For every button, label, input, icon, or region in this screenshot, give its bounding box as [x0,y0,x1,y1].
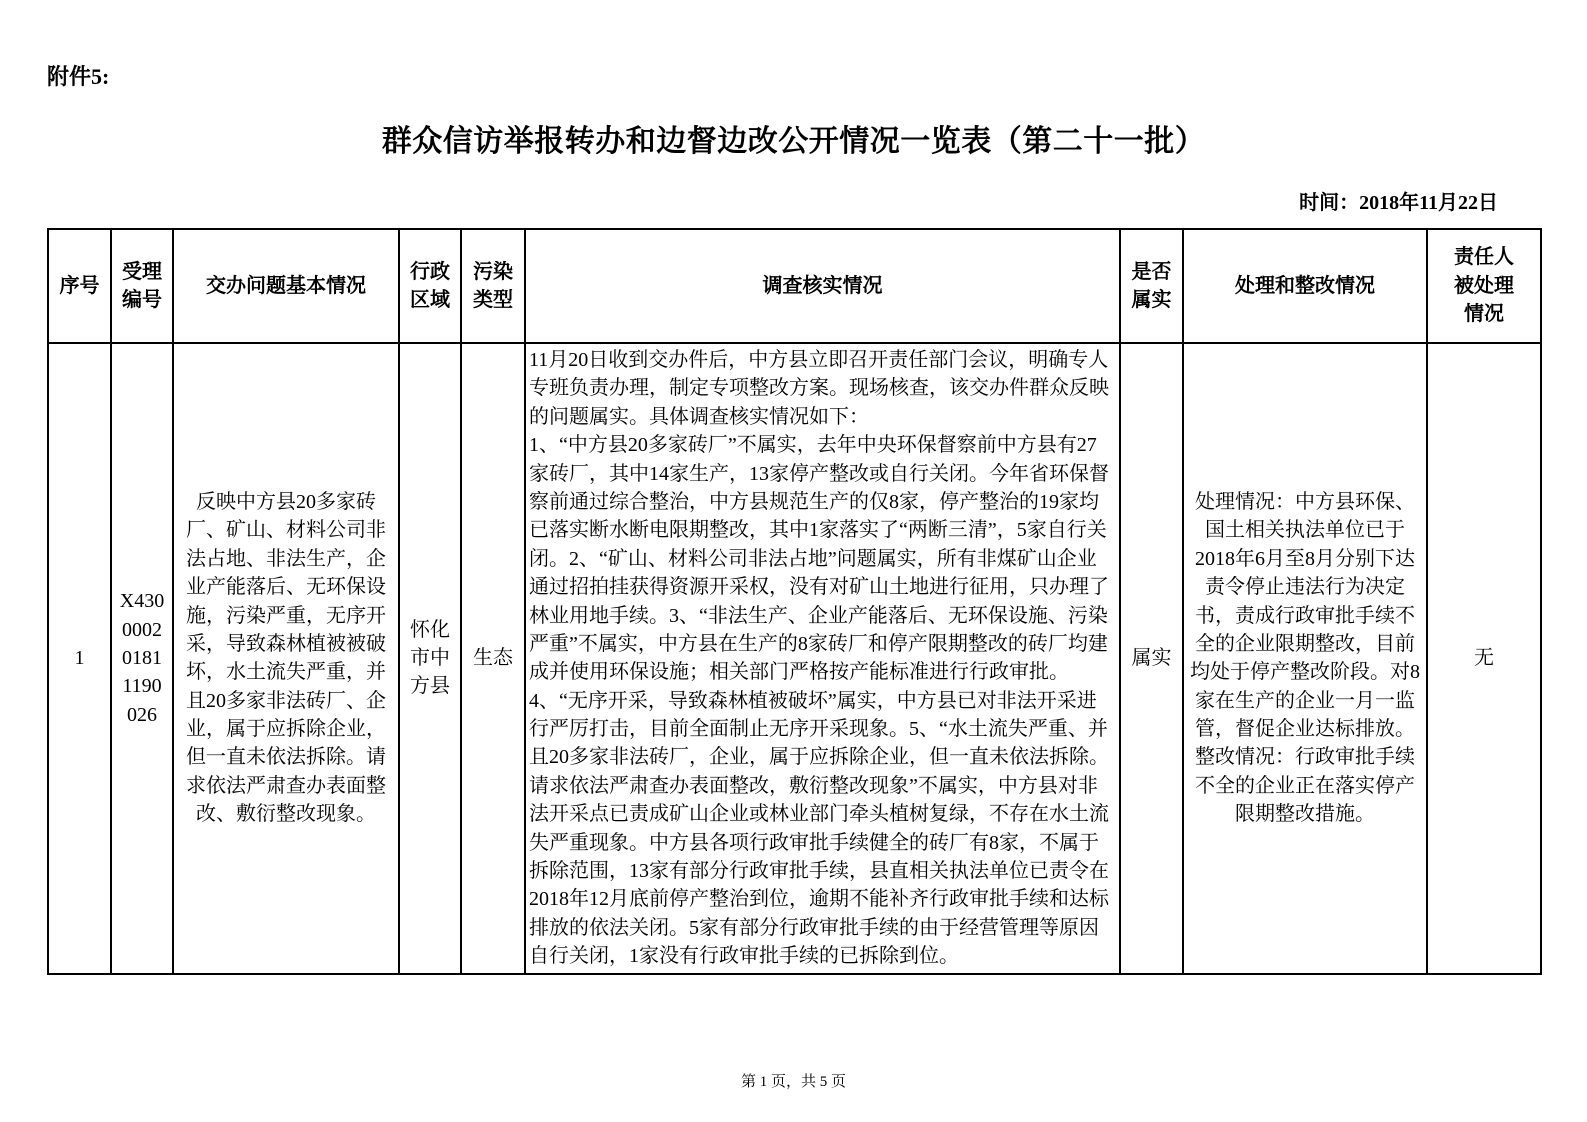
header-pollution-type: 污染 类型 [461,229,525,343]
cell-region: 怀化 市中 方县 [399,343,461,974]
cell-problem: 反映中方县20多家砖厂、矿山、材料公司非法占地、非法生产，企业产能落后、无环保设施，污染严重，无序开采，导致森林植被被破坏，水土流失严重，并且20多家非法砖厂、企业，属于应拆除企业，但一直未依法拆除。请求依法严肃查办表面整改、敷衍整改现象。 [173,343,399,974]
header-investigation: 调查核实情况 [525,229,1120,343]
header-accountability: 责任人 被处理 情况 [1427,229,1541,343]
table-row [48,343,1541,974]
cell-serial: 1 [48,343,111,974]
cell-case-number: X430 0002 0181 1190 026 [111,343,173,974]
page-footer: 第 1 页，共 5 页 [740,1074,846,1090]
date-label: 时间：2018年11月22日 [1299,192,1498,214]
header-handling: 处理和整改情况 [1183,229,1427,343]
header-serial: 序号 [48,229,111,343]
cell-accountability: 无 [1427,343,1541,974]
cell-verified: 属实 [1120,343,1183,974]
page-title: 群众信访举报转办和边督边改公开情况一览表（第二十一批） [381,125,1206,158]
header-row [48,229,1541,343]
cell-investigation: 11月20日收到交办件后，中方县立即召开责任部门会议，明确专人专班负责办理，制定专项整改方案。现场核查，该交办件群众反映的问题属实。具体调查核实情况如下： 1、“中方县20多家砖厂”不属实，去年中央环保督察前中方县有27家砖厂，其中14家生产，13家停产整改或自行关闭。今年省环保督察前通过综合整治，中方县规范生产的仅8家，停产整治的19家均已落实断水断电限期整改，其中1家落实了“两断三清”，5家自行关闭。2、“矿山、材料公司非法占地”问题属实，所有非煤矿山企业通过招拍挂获得资源开采权，没有对矿山土地进行征用，只办理了林业用地手续。3、“非法生产、企业产能落后、无环保设施、污染严重”不属实，中方县在生产的8家砖厂和停产限期整改的砖厂均建成并使用环保设施；相关部门严格按产能标准进行行政审批。4、“无序开采，导致森林植被破坏”属实，中方县已对非法开采进行严厉打击，目前全面制止无序开采现象。5、“水土流失严重、并且20多家非法砖厂，企业，属于应拆除企业，但一直未依法拆除。请求依法严肃查办表面整改，敷衍整改现象”不属实，中方县对非法开采点已责成矿山企业或林业部门牵头植树复绿，不存在水土流失严重现象。中方县各项行政审批手续健全的砖厂有8家，不属于拆除范围，13家有部分行政审批手续，县直相关执法单位已责令在2018年12月底前停产整治到位，逾期不能补齐行政审批手续和达标排放的依法关闭。5家有部分行政审批手续的由于经营管理等原因自行关闭，1家没有行政审批手续的已拆除到位。 [525,343,1120,974]
header-region: 行政 区域 [399,229,461,343]
header-case-number: 受理 编号 [111,229,173,343]
cell-pollution-type: 生态 [461,343,525,974]
header-verified: 是否 属实 [1120,229,1183,343]
attachment-label: 附件5: [47,64,110,89]
petition-report-table [47,228,1542,975]
cell-handling: 处理情况：中方县环保、国土相关执法单位已于2018年6月至8月分别下达责令停止违法行为决定书，责成行政审批手续不全的企业限期整改，目前均处于停产整改阶段。对8家在生产的企业一月一监管，督促企业达标排放。 整改情况：行政审批手续不全的企业正在落实停产限期整改措施。 [1183,343,1427,974]
header-problem: 交办问题基本情况 [173,229,399,343]
